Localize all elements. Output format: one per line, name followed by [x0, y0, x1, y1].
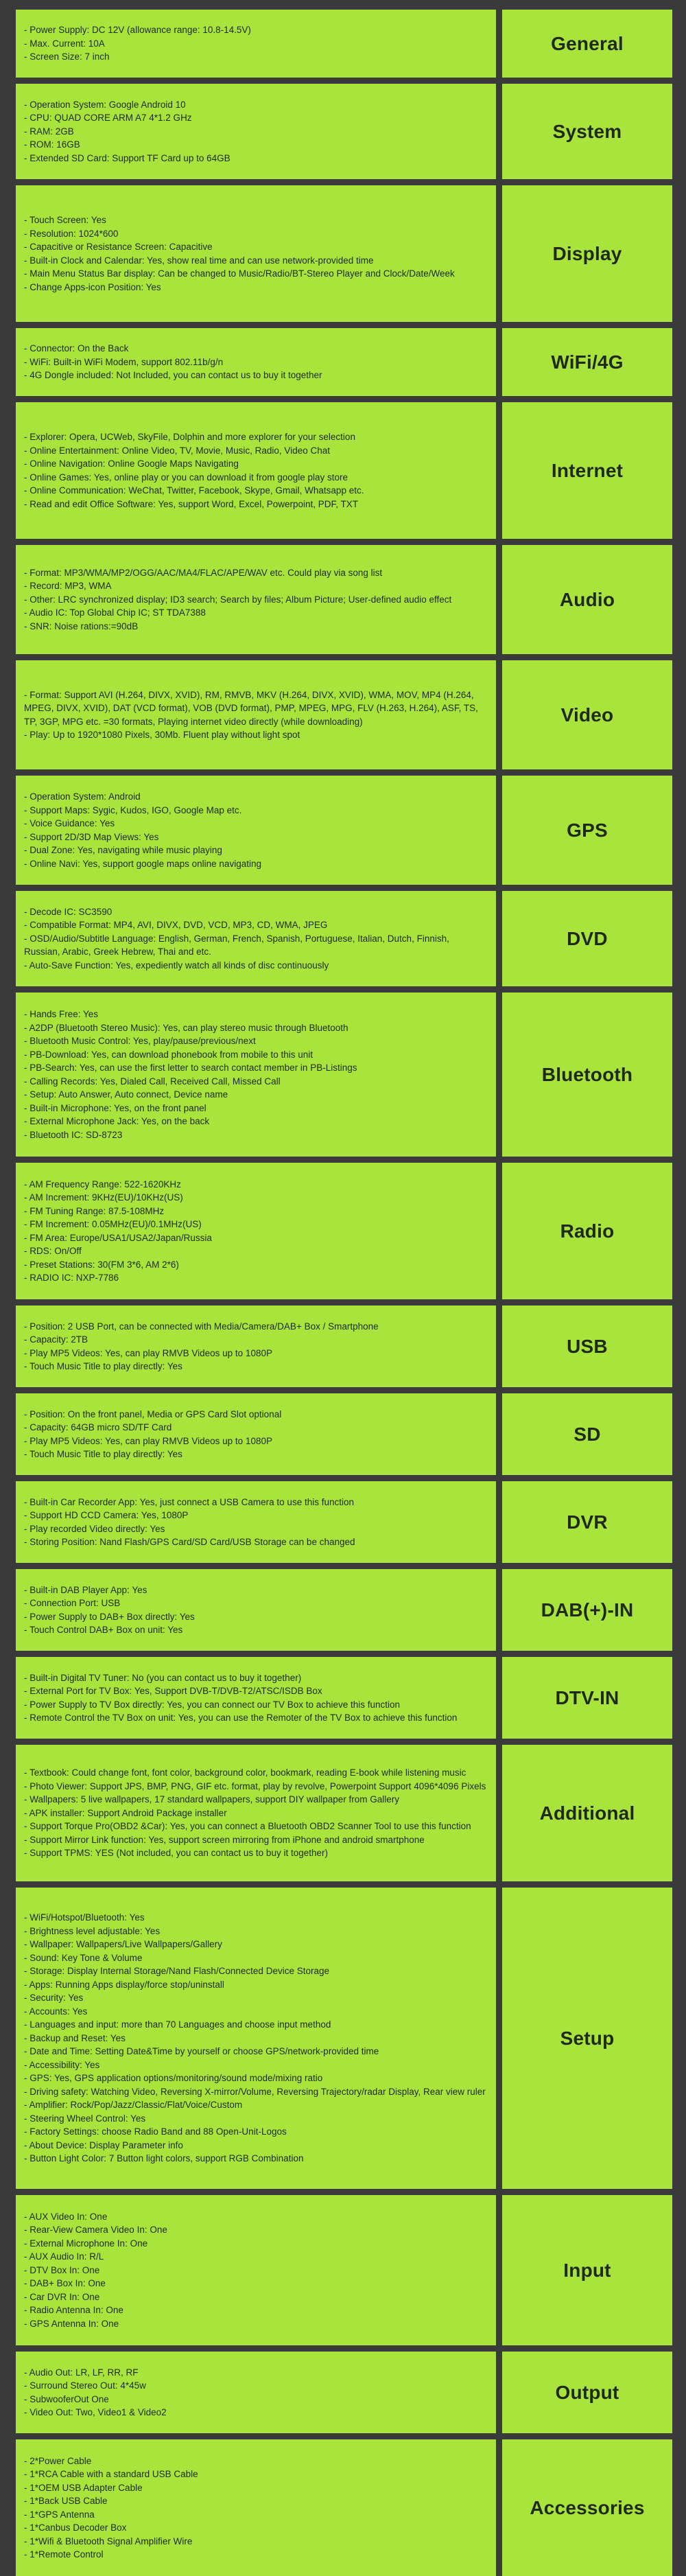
- spec-item: - Built-in Digital TV Tuner: No (you can contact us to buy it together): [24, 1672, 302, 1683]
- spec-details: [16, 2439, 496, 2576]
- spec-item: - WiFi/Hotspot/Bluetooth: Yes: [24, 1912, 145, 1923]
- spec-item: - 1*RCA Cable with a standard USB Cable: [24, 2469, 198, 2479]
- category-cell: [502, 10, 672, 78]
- category-title: DTV-IN: [555, 1686, 619, 1708]
- spec-item: - WiFi: Built-in WiFi Modem, support 802.11b/g/n: [24, 356, 224, 367]
- category-cell: [502, 776, 672, 885]
- spec-item: - Position: 2 USB Port, can be connected with Media/Camera/DAB+ Box / Smartphone: [24, 1321, 379, 1332]
- spec-item: - About Device: Display Parameter info: [24, 2139, 183, 2150]
- category-title: SD: [573, 1423, 601, 1445]
- spec-item: - Compatible Format: MP4, AVI, DIVX, DVD, VCD, MP3, CD, WMA, JPEG: [24, 920, 328, 931]
- spec-list: [24, 98, 488, 165]
- spec-row-gps: [16, 776, 672, 885]
- spec-item: - Textbook: Could change font, font color, background color, bookmark, reading E-book while listening music: [24, 1767, 466, 1778]
- spec-item: - Wallpapers: 5 live wallpapers, 17 standard wallpapers, support DIY wallpaper from Gallery: [24, 1794, 400, 1805]
- spec-item: - Operation System: Google Android 10: [24, 99, 186, 110]
- category-title: Additional: [539, 1802, 635, 1824]
- spec-details: [16, 545, 496, 654]
- spec-item: - Touch Screen: Yes: [24, 215, 106, 225]
- spec-list: [24, 566, 488, 634]
- spec-item: - Capacity: 64GB micro SD/TF Card: [24, 1422, 172, 1432]
- spec-list: [24, 1766, 488, 1860]
- spec-item: - RAM: 2GB: [24, 126, 74, 137]
- spec-row-audio: [16, 545, 672, 654]
- spec-item: - Support Maps: Sygic, Kudos, IGO, Google Map etc.: [24, 804, 242, 815]
- spec-list: [24, 2210, 488, 2331]
- spec-details: [16, 1306, 496, 1387]
- spec-row-input: [16, 2195, 672, 2345]
- spec-item: - Voice Guidance: Yes: [24, 818, 115, 828]
- spec-item: - External Microphone Jack: Yes, on the back: [24, 1116, 210, 1126]
- spec-item: - 1*Back USB Cable: [24, 2496, 108, 2506]
- spec-item: - GPS: Yes, GPS application options/monitoring/sound mode/mixing ratio: [24, 2073, 323, 2084]
- category-cell: [502, 660, 672, 769]
- spec-item: - Play recorded Video directly: Yes: [24, 1523, 165, 1534]
- spec-list: [24, 213, 488, 294]
- spec-item: - SubwooferOut One: [24, 2393, 109, 2404]
- spec-list: [24, 905, 488, 973]
- spec-item: - Resolution: 1024*600: [24, 228, 119, 239]
- category-cell: [502, 891, 672, 986]
- spec-item: - Power Supply to DAB+ Box directly: Yes: [24, 1611, 195, 1622]
- spec-item: - Built-in Microphone: Yes, on the front panel: [24, 1102, 206, 1113]
- spec-list: [24, 688, 488, 742]
- spec-row-accessories: [16, 2439, 672, 2576]
- spec-item: - Surround Stereo Out: 4*45w: [24, 2380, 146, 2391]
- spec-details: [16, 328, 496, 396]
- spec-list: [24, 1671, 488, 1725]
- spec-item: - Built-in DAB Player App: Yes: [24, 1584, 147, 1595]
- category-title: General: [551, 32, 624, 54]
- spec-item: - Backup and Reset: Yes: [24, 2032, 126, 2043]
- spec-details: [16, 1657, 496, 1739]
- category-cell: [502, 1306, 672, 1387]
- category-cell: [502, 1569, 672, 1651]
- spec-item: - Support TPMS: YES (Not included, you can contact us to buy it together): [24, 1848, 328, 1859]
- spec-item: - Photo Viewer: Support JPS, BMP, PNG, GIF etc. format, play by revolve, Powerpoint Support 4096*4096 Pixels: [24, 1780, 486, 1791]
- spec-item: - Play: Up to 1920*1080 Pixels, 30Mb. Fluent play without light spot: [24, 730, 300, 740]
- spec-details: [16, 891, 496, 986]
- spec-list: [24, 2455, 488, 2562]
- category-cell: [502, 2195, 672, 2345]
- category-cell: [502, 1393, 672, 1475]
- spec-item: - Accounts: Yes: [24, 2006, 88, 2017]
- category-title: Setup: [560, 2027, 615, 2049]
- spec-item: - Remote Control the TV Box on unit: Yes, you can use the Remoter of the TV Box to achieve this function: [24, 1713, 458, 1723]
- category-title: Radio: [560, 1220, 615, 1242]
- spec-item: - Languages and input: more than 70 Languages and choose input method: [24, 2019, 331, 2030]
- spec-item: - Security: Yes: [24, 1993, 84, 2004]
- spec-item: - PB-Search: Yes, can use the first letter to search contact member in PB-Listings: [24, 1063, 357, 1073]
- category-title: Display: [552, 242, 622, 264]
- spec-row-display: [16, 185, 672, 322]
- spec-item: - Amplifier: Rock/Pop/Jazz/Classic/Flat/Voice/Custom: [24, 2100, 243, 2111]
- spec-item: - PB-Download: Yes, can download phonebook from mobile to this unit: [24, 1049, 314, 1060]
- category-title: GPS: [567, 819, 608, 841]
- spec-item: - Steering Wheel Control: Yes: [24, 2113, 146, 2124]
- category-cell: [502, 545, 672, 654]
- spec-list: [24, 1320, 488, 1373]
- spec-item: - Bluetooth IC: SD-8723: [24, 1129, 123, 1140]
- spec-details: [16, 1888, 496, 2189]
- spec-list: [24, 1178, 488, 1285]
- spec-item: - Other: LRC synchronized display; ID3 search; Search by files; Album Picture; User-defined audio effect: [24, 594, 452, 605]
- spec-item: - SNR: Noise rations:=90dB: [24, 620, 139, 631]
- spec-item: - Support 2D/3D Map Views: Yes: [24, 831, 159, 842]
- spec-item: - Apps: Running Apps display/force stop/uninstall: [24, 1979, 224, 1990]
- spec-row-dvd: [16, 891, 672, 986]
- spec-details: [16, 1481, 496, 1563]
- spec-item: - Screen Size: 7 inch: [24, 51, 110, 62]
- spec-item: - RDS: On/Off: [24, 1246, 82, 1256]
- spec-item: - Format: MP3/WMA/MP2/OGG/AAC/MA4/FLAC/APE/WAV etc. Could play via song list: [24, 567, 383, 578]
- category-title: DVR: [567, 1511, 608, 1533]
- spec-list: [24, 1408, 488, 1461]
- spec-row-video: [16, 660, 672, 769]
- category-cell: [502, 402, 672, 539]
- spec-item: - AUX Video In: One: [24, 2211, 108, 2222]
- category-title: USB: [567, 1335, 608, 1357]
- spec-item: - OSD/Audio/Subtitle Language: English, German, French, Spanish, Portuguese, Italian, Dutch, Finnish, Russian, Arabic, Greek Hebrew, Thai and etc.: [24, 933, 449, 958]
- category-title: DVD: [567, 927, 608, 949]
- spec-item: - Factory Settings: choose Radio Band and 88 Open-Unit-Logos: [24, 2126, 287, 2137]
- spec-item: - Calling Records: Yes, Dialed Call, Received Call, Missed Call: [24, 1076, 281, 1087]
- spec-item: - Extended SD Card: Support TF Card up to 64GB: [24, 152, 230, 163]
- spec-details: [16, 2352, 496, 2433]
- category-cell: [502, 328, 672, 396]
- spec-item: - Max. Current: 10A: [24, 38, 105, 49]
- spec-item: - Play MP5 Videos: Yes, can play RMVB Videos up to 1080P: [24, 1435, 272, 1446]
- spec-item: - Support Torque Pro(OBD2 &Car): Yes, you can connect a Bluetooth OBD2 Scanner Tool to use this function: [24, 1821, 471, 1832]
- spec-item: - Read and edit Office Software: Yes, support Word, Excel, Powerpoint, PDF, TXT: [24, 498, 358, 509]
- category-cell: [502, 185, 672, 322]
- spec-details: [16, 1163, 496, 1299]
- spec-details: [16, 185, 496, 322]
- category-title: WiFi/4G: [551, 351, 624, 373]
- category-cell: [502, 2352, 672, 2433]
- spec-item: - Online Games: Yes, online play or you can download it from google play store: [24, 472, 348, 483]
- spec-row-system: [16, 84, 672, 179]
- spec-item: - Button Light Color: 7 Button light colors, support RGB Combination: [24, 2153, 304, 2164]
- spec-details: [16, 1745, 496, 1881]
- category-cell: [502, 1888, 672, 2189]
- spec-details: [16, 1569, 496, 1651]
- spec-row-bluetooth: [16, 993, 672, 1157]
- spec-item: - CPU: QUAD CORE ARM A7 4*1.2 GHz: [24, 113, 192, 124]
- spec-item: - Power Supply to TV Box directly: Yes, you can connect our TV Box to achieve this function: [24, 1699, 401, 1710]
- spec-item: - 1*Remote Control: [24, 2549, 104, 2560]
- spec-list: [24, 23, 488, 64]
- spec-item: - Main Menu Status Bar display: Can be changed to Music/Radio/BT-Stereo Player and Clock/Date/Week: [24, 268, 455, 279]
- spec-row-dtv-in: [16, 1657, 672, 1739]
- category-title: System: [552, 120, 622, 142]
- spec-row-general: [16, 10, 672, 78]
- spec-item: - Operation System: Android: [24, 791, 141, 802]
- spec-item: - Explorer: Opera, UCWeb, SkyFile, Dolphin and more explorer for your selection: [24, 432, 355, 442]
- category-cell: [502, 1657, 672, 1739]
- spec-item: - Decode IC: SC3590: [24, 906, 113, 917]
- spec-item: - Capacitive or Resistance Screen: Capacitive: [24, 242, 213, 252]
- spec-row-radio: [16, 1163, 672, 1299]
- spec-item: - Online Entertainment: Online Video, TV, Movie, Music, Radio, Video Chat: [24, 445, 330, 456]
- spec-item: - Dual Zone: Yes, navigating while music playing: [24, 845, 222, 855]
- category-title: Accessories: [530, 2496, 645, 2518]
- category-title: DAB(+)-IN: [541, 1599, 634, 1621]
- spec-item: - Storing Position: Nand Flash/GPS Card/SD Card/USB Storage can be changed: [24, 1537, 355, 1547]
- spec-item: - Brightness level adjustable: Yes: [24, 1925, 161, 1936]
- spec-item: - Touch Music Title to play directly: Yes: [24, 1361, 182, 1371]
- spec-item: - AM Frequency Range: 522-1620KHz: [24, 1179, 181, 1190]
- spec-item: - Date and Time: Setting Date&Time by yourself or choose GPS/network-provided time: [24, 2046, 379, 2057]
- spec-item: - Sound: Key Tone & Volume: [24, 1952, 143, 1963]
- spec-row-internet: [16, 402, 672, 539]
- spec-item: - APK installer: Support Android Package installer: [24, 1807, 227, 1818]
- spec-list: [24, 1583, 488, 1637]
- spec-row-wifi-4g: [16, 328, 672, 396]
- spec-item: - Play MP5 Videos: Yes, can play RMVB Videos up to 1080P: [24, 1347, 272, 1358]
- spec-list: [24, 1008, 488, 1141]
- category-title: Video: [560, 704, 614, 726]
- category-cell: [502, 1163, 672, 1299]
- category-cell: [502, 1481, 672, 1563]
- spec-item: - 1*GPS Antenna: [24, 2509, 95, 2520]
- spec-details: [16, 776, 496, 885]
- spec-item: - AUX Audio In: R/L: [24, 2251, 104, 2262]
- spec-list: [24, 2366, 488, 2420]
- spec-item: - Storage: Display Internal Storage/Nand Flash/Connected Device Storage: [24, 1966, 329, 1977]
- spec-item: - ROM: 16GB: [24, 139, 80, 150]
- spec-list: [24, 1496, 488, 1549]
- spec-details: [16, 84, 496, 179]
- spec-details: [16, 2195, 496, 2345]
- spec-details: [16, 10, 496, 78]
- spec-item: - Position: On the front panel, Media or GPS Card Slot optional: [24, 1408, 282, 1419]
- spec-item: - DAB+ Box In: One: [24, 2278, 106, 2289]
- spec-item: - Auto-Save Function: Yes, expediently watch all kinds of disc continuously: [24, 960, 329, 971]
- spec-item: - Radio Antenna In: One: [24, 2305, 123, 2316]
- spec-item: - Connector: On the Back: [24, 343, 129, 354]
- spec-item: - 1*OEM USB Adapter Cable: [24, 2482, 143, 2493]
- spec-list: [24, 342, 488, 382]
- spec-item: - Audio IC: Top Global Chip IC; ST TDA7388: [24, 607, 206, 618]
- spec-item: - FM Area: Europe/USA1/USA2/Japan/Russia: [24, 1232, 212, 1243]
- spec-item: - Rear-View Camera Video In: One: [24, 2225, 167, 2236]
- spec-row-sd: [16, 1393, 672, 1475]
- spec-row-dvr: [16, 1481, 672, 1563]
- spec-details: [16, 993, 496, 1157]
- spec-item: - Change Apps-icon Position: Yes: [24, 281, 161, 292]
- category-title: Output: [555, 2381, 619, 2403]
- spec-item: - Connection Port: USB: [24, 1598, 121, 1608]
- spec-item: - Built-in Car Recorder App: Yes, just connect a USB Camera to use this function: [24, 1496, 354, 1507]
- category-cell: [502, 993, 672, 1157]
- spec-list: [24, 430, 488, 511]
- spec-row-dab-in: [16, 1569, 672, 1651]
- category-title: Input: [563, 2259, 611, 2281]
- spec-item: - Online Communication: WeChat, Twitter, Facebook, Skype, Gmail, Whatsapp etc.: [24, 485, 364, 496]
- spec-details: [16, 1393, 496, 1475]
- spec-item: - Bluetooth Music Control: Yes, play/pause/previous/next: [24, 1036, 256, 1046]
- spec-item: - Car DVR In: One: [24, 2291, 100, 2302]
- spec-item: - Record: MP3, WMA: [24, 581, 112, 592]
- category-cell: [502, 84, 672, 179]
- spec-item: - Setup: Auto Answer, Auto connect, Device name: [24, 1089, 228, 1100]
- spec-item: - Video Out: Two, Video1 & Video2: [24, 2407, 167, 2417]
- spec-item: - FM Increment: 0.05MHz(EU)/0.1MHz(US): [24, 1219, 202, 1229]
- spec-item: - AM Increment: 9KHz(EU)/10KHz(US): [24, 1192, 183, 1203]
- spec-item: - FM Tuning Range: 87.5-108MHz: [24, 1205, 165, 1216]
- category-title: Bluetooth: [541, 1063, 633, 1085]
- spec-item: - 1*Wifi & Bluetooth Signal Amplifier Wire: [24, 2536, 193, 2546]
- spec-item: - Audio Out: LR, LF, RR, RF: [24, 2367, 139, 2378]
- spec-table: [16, 10, 672, 2576]
- spec-item: - Built-in Clock and Calendar: Yes, show real time and can use network-provided time: [24, 255, 374, 266]
- spec-item: - Online Navigation: Online Google Maps Navigating: [24, 459, 239, 469]
- spec-item: - Hands Free: Yes: [24, 1009, 99, 1019]
- spec-item: - GPS Antenna In: One: [24, 2318, 119, 2329]
- spec-item: - Format: Support AVI (H.264, DIVX, XVID), RM, RMVB, MKV (H.264, DIVX, XVID), WMA, MOV, MP4 (H.264, MPEG, DIVX, XVID), DAT (VCD format), VOB (DVD format), PMP, MPEG, MPG, FLV (H.263, H.264), ASF, TS, TP, 3GP, MPG etc. =30 formats, Playing internet video directly (while downloading): [24, 689, 478, 727]
- spec-item: - 4G Dongle included: Not Included, you can contact us to buy it together: [24, 370, 322, 381]
- spec-item: - Power Supply: DC 12V (allowance range: 10.8-14.5V): [24, 25, 251, 36]
- category-cell: [502, 1745, 672, 1881]
- spec-item: - Capacity: 2TB: [24, 1334, 88, 1345]
- spec-item: - External Microphone In: One: [24, 2238, 148, 2249]
- spec-item: - 2*Power Cable: [24, 2455, 92, 2466]
- spec-item: - 1*Canbus Decoder Box: [24, 2522, 127, 2533]
- category-cell: [502, 2439, 672, 2576]
- spec-row-output: [16, 2352, 672, 2433]
- spec-item: - RADIO IC: NXP-7786: [24, 1273, 119, 1283]
- spec-item: - Preset Stations: 30(FM 3*6, AM 2*6): [24, 1259, 179, 1270]
- spec-item: - Support Mirror Link function: Yes, support screen mirroring from iPhone and android smartphone: [24, 1834, 425, 1845]
- category-title: Internet: [551, 459, 624, 481]
- spec-item: - Touch Control DAB+ Box on unit: Yes: [24, 1625, 183, 1635]
- spec-row-additional: [16, 1745, 672, 1881]
- spec-item: - Support HD CCD Camera: Yes, 1080P: [24, 1510, 189, 1520]
- spec-item: - A2DP (Bluetooth Stereo Music): Yes, can play stereo music through Bluetooth: [24, 1022, 348, 1033]
- spec-details: [16, 402, 496, 539]
- spec-item: - Online Navi: Yes, support google maps online navigating: [24, 858, 261, 869]
- spec-item: - Driving safety: Watching Video, Reversing X-mirror/Volume, Reversing Trajectory/radar Display, Rear view ruler: [24, 2086, 486, 2097]
- spec-item: - External Port for TV Box: Yes, Support DVB-T/DVB-T2/ATSC/ISDB Box: [24, 1686, 322, 1696]
- spec-item: - DTV Box In: One: [24, 2264, 100, 2275]
- spec-row-usb: [16, 1306, 672, 1387]
- spec-row-setup: [16, 1888, 672, 2189]
- spec-details: [16, 660, 496, 769]
- spec-list: [24, 790, 488, 870]
- spec-item: - Wallpaper: Wallpapers/Live Wallpapers/Gallery: [24, 1939, 222, 1950]
- spec-item: - Accessibility: Yes: [24, 2059, 100, 2070]
- category-title: Audio: [559, 588, 615, 610]
- spec-item: - Touch Music Title to play directly: Yes: [24, 1449, 182, 1459]
- spec-list: [24, 1911, 488, 2166]
